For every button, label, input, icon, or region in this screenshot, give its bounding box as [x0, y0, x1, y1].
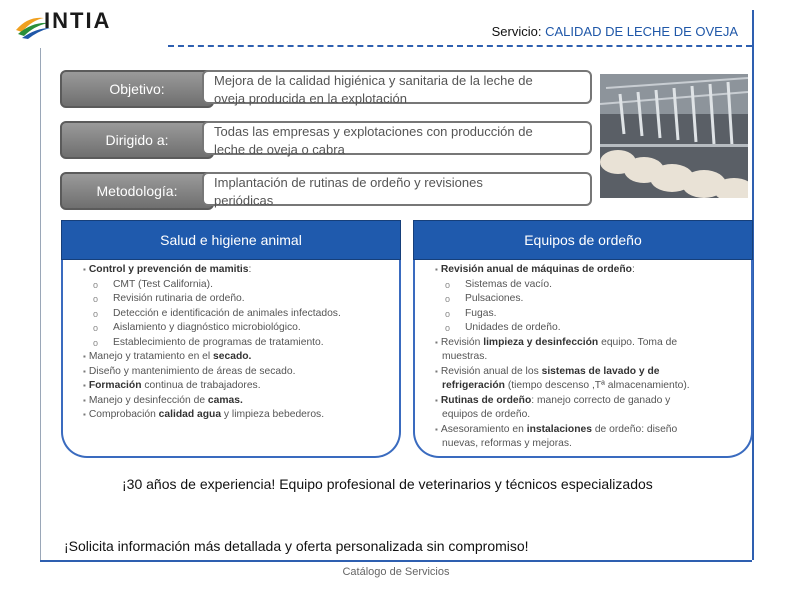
- panel-title: Equipos de ordeño: [413, 220, 753, 260]
- header-dashed-divider: [168, 45, 752, 47]
- list-item: o Establecimiento de programas de tratamiento.: [83, 336, 393, 351]
- call-to-action: ¡Solicita información más detallada y oferta personalizada sin compromiso!: [64, 538, 529, 554]
- list-item: ▪ Revisión anual de máquinas de ordeño:: [435, 263, 745, 278]
- footer-caption: Catálogo de Servicios: [342, 566, 450, 578]
- row-value-line: leche de oveja o cabra: [214, 142, 345, 157]
- list-item: o Detección e identificación de animales infectados.: [83, 307, 393, 322]
- row-value-line: periódicas: [214, 193, 274, 208]
- list-item-continuation: refrigeración (tiempo descenso ,Tª almacenamiento).: [442, 380, 690, 391]
- row-label: Dirigido a:: [60, 121, 214, 159]
- service-prefix: Servicio:: [491, 24, 542, 39]
- list-item: ▪ Manejo y desinfección de camas.: [83, 394, 393, 409]
- row-value: [202, 70, 592, 104]
- info-row-objetivo: [60, 70, 596, 108]
- panel-body: [61, 260, 401, 458]
- row-label: Objetivo:: [60, 70, 214, 108]
- list-item-continuation: equipos de ordeño.: [442, 409, 531, 420]
- service-name: CALIDAD DE LECHE DE OVEJA: [545, 24, 738, 39]
- row-value-line: Mejora de la calidad higiénica y sanitaria de la leche de: [214, 73, 533, 88]
- info-row-metodologia: [60, 172, 596, 210]
- panel-equipos-ordeno: [413, 220, 753, 458]
- list-item: o Revisión rutinaria de ordeño.: [83, 292, 393, 307]
- list-item: ▪ Revisión anual de los sistemas de lavado y de: [435, 365, 745, 380]
- row-label: Metodología:: [60, 172, 214, 210]
- list-item: ▪ Revisión limpieza y desinfección equipo. Toma de: [435, 336, 745, 351]
- panel-list: [83, 263, 393, 423]
- list-item: o Fugas.: [435, 307, 745, 322]
- panel-body: [413, 260, 753, 458]
- service-title: [492, 24, 738, 39]
- panel-list: [435, 263, 745, 452]
- list-item: o Unidades de ordeño.: [435, 321, 745, 336]
- panel-salud-higiene: [61, 220, 401, 458]
- list-item: ▪ Rutinas de ordeño: manejo correcto de ganado y: [435, 394, 745, 409]
- experience-statement: ¡30 años de experiencia! Equipo profesional de veterinarios y técnicos especializados: [122, 476, 653, 492]
- list-item: ▪ Formación continua de trabajadores.: [83, 379, 393, 394]
- milking-parlour-photo: [600, 74, 748, 198]
- row-value: [202, 121, 592, 155]
- list-item: ▪ Asesoramiento en instalaciones de ordeño: diseño: [435, 423, 745, 438]
- list-item: o Aislamiento y diagnóstico microbiológico.: [83, 321, 393, 336]
- list-item: o CMT (Test California).: [83, 278, 393, 293]
- frame-bottom-border: [40, 560, 752, 562]
- list-item: ▪ Manejo y tratamiento en el secado.: [83, 350, 393, 365]
- panel-title: Salud e higiene animal: [61, 220, 401, 260]
- info-row-dirigido: [60, 121, 596, 159]
- frame-left-border: [40, 48, 41, 560]
- list-item-continuation: nuevas, reformas y mejoras.: [442, 438, 572, 449]
- list-item: o Pulsaciones.: [435, 292, 745, 307]
- list-item: ▪ Control y prevención de mamitis:: [83, 263, 393, 278]
- list-item: ▪ Comprobación calidad agua y limpieza bebederos.: [83, 408, 393, 423]
- row-value-line: Implantación de rutinas de ordeño y revisiones: [214, 175, 483, 190]
- logo-text: INTIA: [44, 8, 112, 33]
- list-item: ▪ Diseño y mantenimiento de áreas de secado.: [83, 365, 393, 380]
- list-item: o Sistemas de vacío.: [435, 278, 745, 293]
- row-value: [202, 172, 592, 206]
- list-item-continuation: muestras.: [442, 351, 488, 362]
- row-value-line: Todas las empresas y explotaciones con producción de: [214, 124, 533, 139]
- row-value-line: oveja producida en la explotación: [214, 91, 407, 106]
